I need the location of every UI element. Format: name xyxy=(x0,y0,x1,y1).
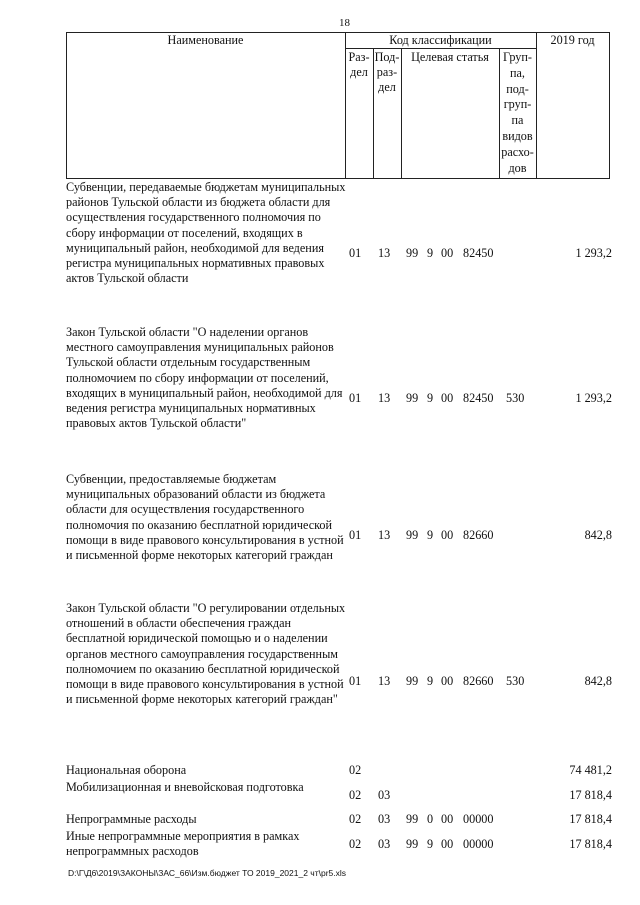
row-name: Непрограммные расходы xyxy=(66,812,197,826)
row-podrazdel: 13 xyxy=(378,246,391,260)
row-razdel: 02 xyxy=(349,837,362,851)
row-target-4: 00000 xyxy=(463,812,494,826)
row-amount: 1 293,2 xyxy=(575,246,612,260)
row-amount: 17 818,4 xyxy=(569,837,612,851)
row-amount: 17 818,4 xyxy=(569,812,612,826)
header-target: Целевая статья xyxy=(411,50,489,64)
row-name: Иные непрограммные мероприятия в рамках непрограммных расходов xyxy=(66,829,300,859)
row-target-2: 9 xyxy=(427,391,434,405)
row-target-3: 00 xyxy=(441,246,454,260)
row-podrazdel: 03 xyxy=(378,788,391,802)
row-target-2: 9 xyxy=(427,246,434,260)
row-vid: 530 xyxy=(506,674,525,688)
row-podrazdel: 13 xyxy=(378,528,391,542)
row-razdel: 01 xyxy=(349,391,362,405)
row-target-3: 00 xyxy=(441,812,454,826)
row-amount: 17 818,4 xyxy=(569,788,612,802)
row-target-2: 9 xyxy=(427,528,434,542)
header-name: Наименование xyxy=(167,33,244,47)
row-target-1: 99 xyxy=(406,246,419,260)
row-podrazdel: 13 xyxy=(378,391,391,405)
row-target-4: 82660 xyxy=(463,674,494,688)
row-razdel: 02 xyxy=(349,812,362,826)
header-subsection: Под- раз- дел xyxy=(374,50,400,94)
row-target-4: 82660 xyxy=(463,528,494,542)
row-amount: 74 481,2 xyxy=(569,763,612,777)
row-razdel: 01 xyxy=(349,674,362,688)
row-name: Закон Тульской области "О регулировании отдельных отношений в области обеспечения граждан бесплатной юридической помощью и о наделении органов местного самоуправления государственным полномочием по оказанию бесплатной юридической помощи в виде правового консультирования в устной и письменной форме некоторых категорий граждан" xyxy=(66,601,346,707)
row-amount: 1 293,2 xyxy=(575,391,612,405)
row-razdel: 01 xyxy=(349,528,362,542)
row-podrazdel: 03 xyxy=(378,812,391,826)
row-target-1: 99 xyxy=(406,837,419,851)
header-code-group: Код классификации xyxy=(389,33,492,47)
row-target-1: 99 xyxy=(406,391,419,405)
row-name: Мобилизационная и вневойсковая подготовка xyxy=(66,780,304,794)
page-number: 18 xyxy=(339,17,350,29)
row-razdel: 02 xyxy=(349,788,362,802)
row-amount: 842,8 xyxy=(584,528,612,542)
row-vid: 530 xyxy=(506,391,525,405)
row-target-2: 0 xyxy=(427,812,434,826)
row-target-2: 9 xyxy=(427,837,434,851)
row-target-1: 99 xyxy=(406,674,419,688)
row-name: Национальная оборона xyxy=(66,763,187,777)
row-razdel: 01 xyxy=(349,246,362,260)
row-target-3: 00 xyxy=(441,528,454,542)
row-target-3: 00 xyxy=(441,391,454,405)
row-name: Субвенции, передаваемые бюджетам муниципальных районов Тульской области из бюджета области для осуществления государственного полномочия по сбору информации от поселений, входящих в муниципальный район, необходимой для ведения регистра муниципальных нормативных правовых актов Тульской области xyxy=(66,180,346,286)
header-year: 2019 год xyxy=(550,33,595,47)
row-podrazdel: 03 xyxy=(378,837,391,851)
row-name: Закон Тульской области "О наделении органов местного самоуправления муниципальных районов Тульской области отдельным государственным полномочием по сбору информации от поселений, входящих в муниципальный район, необходимой для ведения регистра муниципальных нормативных правовых актов Тульской области" xyxy=(66,325,343,431)
row-target-1: 99 xyxy=(406,812,419,826)
row-target-4: 00000 xyxy=(463,837,494,851)
row-target-2: 9 xyxy=(427,674,434,688)
row-razdel: 02 xyxy=(349,763,362,777)
file-path-footer: D:\Г\Д6\2019\ЗАКОНЫ\ЗАС_66\Изм.бюджет ТО 2019_2021_2 чт\pr5.xls xyxy=(68,868,347,878)
row-podrazdel: 13 xyxy=(378,674,391,688)
row-name: Субвенции, предоставляемые бюджетам муниципальных образований области из бюджета области для осуществления государственного полномочия по оказанию бесплатной юридической помощи в виде правового консультирования в устной и письменной форме некоторых категорий граждан xyxy=(66,472,344,563)
header-group: Груп- па, под- груп- па видов расхо- дов xyxy=(501,50,534,175)
row-target-4: 82450 xyxy=(463,391,494,405)
row-amount: 842,8 xyxy=(584,674,612,688)
row-target-3: 00 xyxy=(441,674,454,688)
row-target-1: 99 xyxy=(406,528,419,542)
header-section: Раз- дел xyxy=(348,50,370,79)
row-target-3: 00 xyxy=(441,837,454,851)
row-target-4: 82450 xyxy=(463,246,494,260)
